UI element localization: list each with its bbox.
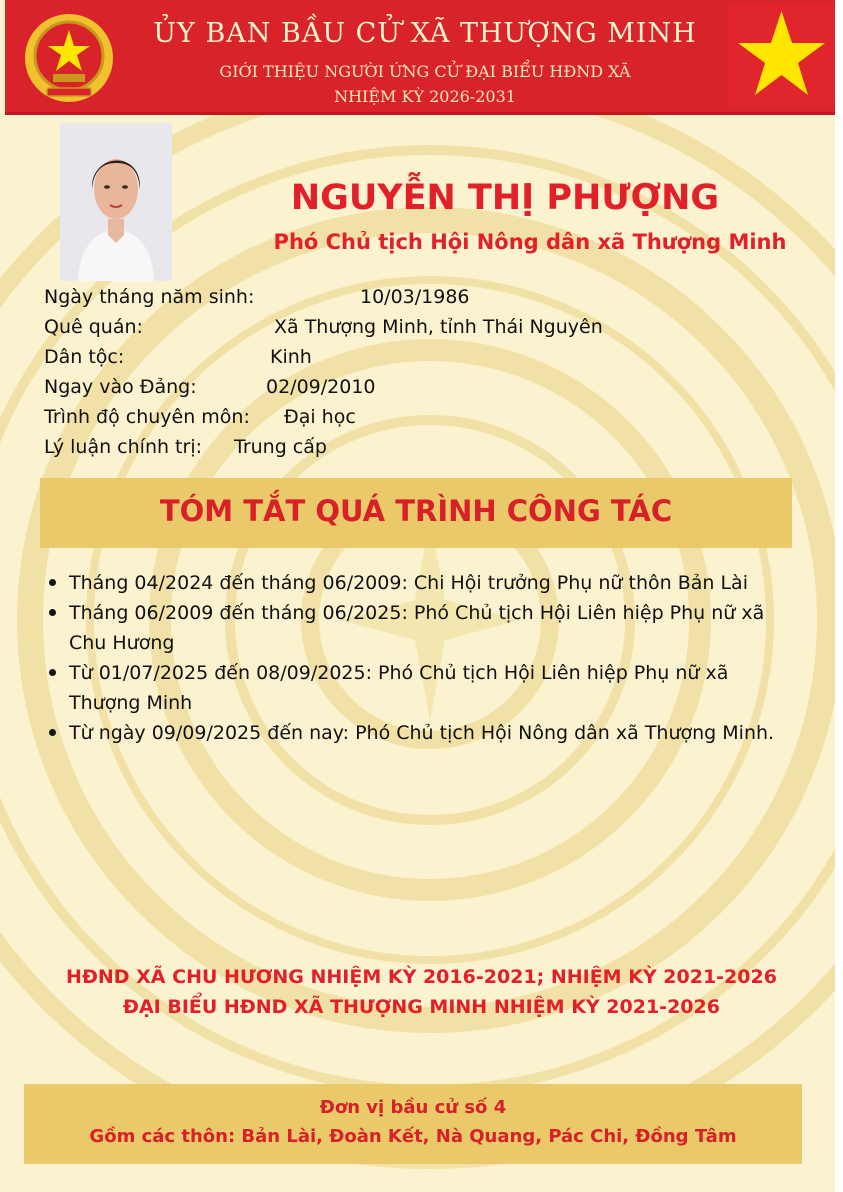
info-label: Dân tộc: — [44, 346, 125, 368]
list-item: Từ ngày 09/09/2025 đến nay: Phó Chủ tịch Hội Nông dân xã Thượng Minh. — [45, 718, 785, 748]
list-item: Tháng 04/2024 đến tháng 06/2009: Chi Hội trưởng Phụ nữ thôn Bản Lài — [45, 568, 785, 598]
header-subtitle-line2: NHIỆM KỲ 2026-2031 — [334, 87, 516, 106]
header-subtitle-line1: GIỚI THIỆU NGƯỜI ỨNG CỬ ĐẠI BIỂU HĐND XÃ — [219, 62, 631, 81]
career-list — [45, 568, 785, 748]
info-label: Ngay vào Đảng: — [44, 376, 197, 398]
list-item: Tháng 06/2009 đến tháng 06/2025: Phó Chủ tịch Hội Liên hiệp Phụ nữ xã Chu Hương — [45, 598, 785, 658]
career-section-title: TÓM TẮT QUÁ TRÌNH CÔNG TÁC — [159, 494, 673, 528]
info-value: Xã Thượng Minh, tỉnh Thái Nguyên — [274, 316, 603, 338]
candidate-name: NGUYỄN THỊ PHƯỢNG — [290, 178, 720, 218]
national-emblem-icon — [23, 12, 115, 104]
career-section-header — [40, 478, 792, 548]
terms-line-1: HĐND XÃ CHU HƯƠNG NHIỆM KỲ 2016-2021; NHIỆM KỲ 2021-2026 — [66, 966, 777, 988]
info-value: Trung cấp — [234, 436, 327, 458]
electoral-unit-box — [24, 1084, 802, 1164]
info-value: Đại học — [284, 406, 356, 428]
portrait-icon — [60, 123, 172, 281]
electoral-villages: Gồm các thôn: Bản Lài, Đoàn Kết, Nà Quang, Pác Chi, Đồng Tâm — [89, 1126, 737, 1147]
info-value: 10/03/1986 — [360, 286, 470, 308]
electoral-unit: Đơn vị bầu cử số 4 — [319, 1097, 507, 1118]
info-label: Lý luận chính trị: — [44, 436, 203, 458]
candidate-photo — [60, 123, 172, 281]
list-item: Từ 01/07/2025 đến 08/09/2025: Phó Chủ tịch Hội Liên hiệp Phụ nữ xã Thượng Minh — [45, 658, 785, 718]
flag — [728, 3, 835, 106]
header-banner — [5, 0, 835, 115]
info-value: Kinh — [270, 346, 312, 368]
candidate-position: Phó Chủ tịch Hội Nông dân xã Thượng Minh — [273, 230, 787, 254]
header-title: ỦY BAN BẦU CỬ XÃ THƯỢNG MINH — [153, 18, 697, 49]
info-label: Quê quán: — [44, 316, 143, 338]
info-value: 02/09/2010 — [266, 376, 376, 398]
star-icon — [728, 3, 835, 106]
info-label: Ngày tháng năm sinh: — [44, 286, 255, 308]
terms-line-2: ĐẠI BIỂU HĐND XÃ THƯỢNG MINH NHIỆM KỲ 2021-2026 — [123, 996, 720, 1018]
info-label: Trình độ chuyên môn: — [44, 406, 250, 428]
header-underline — [5, 112, 835, 115]
